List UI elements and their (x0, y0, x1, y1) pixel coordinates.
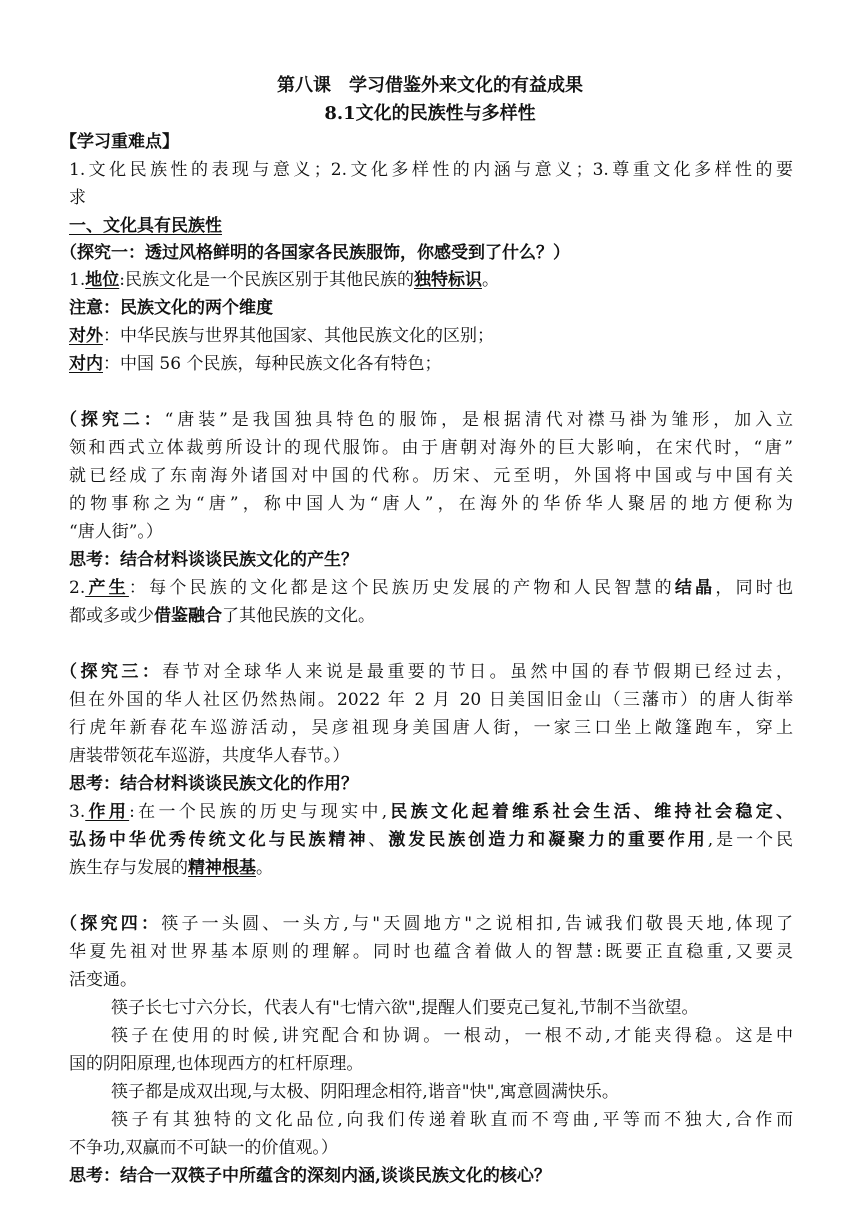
point1-position (69, 268, 793, 292)
section1-heading: 一、文化具有民族性 (69, 216, 222, 236)
inner-dimension (69, 352, 793, 376)
point3-line-3: 族生存与发展的精神根基。 (69, 858, 273, 878)
explore1-question: （探究一：透过风格鲜明的各国家各民族服饰，你感受到了什么？） (60, 243, 570, 263)
inner-text: ：中国 56 个民族，每种民族文化各有特色； (103, 354, 442, 374)
explore2-line-3: 就已经成了东南海外诸国对中国的代称。历宋、元至明，外国将中国或与中国有关 (69, 466, 793, 486)
lesson-title: 第八课 学习借鉴外来文化的有益成果 (277, 75, 583, 96)
explore4-para-2: 筷子长七寸六分长，代表人有"七情六欲",提醒人们要克己复礼,节制不当欲望。 (111, 998, 699, 1018)
point2-label: 产生 (85, 578, 129, 598)
explore4-para-3-line-1: 筷子在使用的时候,讲究配合和协调。一根动，一根不动,才能夹得稳。这是中 (111, 1026, 793, 1046)
explore2-line-4: 的物事称之为“唐”，称中国人为“唐人”，在海外的华侨华人聚居的地方便称为 (69, 494, 793, 514)
explore3-line-1: （探究三：春节对全球华人来说是最重要的节日。虽然中国的春节假期已经过去， (60, 662, 794, 682)
point3-label: 作用 (85, 802, 130, 822)
explore4-para-3-line-2: 国的阴阳原理,也体现西方的杠杆原理。 (69, 1054, 364, 1074)
inner-label: 对内 (69, 354, 103, 374)
think2-question: 思考：结合材料谈谈民族文化的作用？ (69, 774, 358, 794)
think1-question: 思考：结合材料谈谈民族文化的产生？ (69, 550, 358, 570)
explore3-line-4: 唐装带领花车巡游，共度华人春节。） (69, 746, 350, 766)
explore4-line-2: 华夏先祖对世界基本原则的理解。同时也蕴含着做人的智慧:既要正直稳重,又要灵 (69, 942, 793, 962)
explore4-label: （探究四： (60, 914, 162, 934)
point1-text: :民族文化是一个民族区别于其他民族的 (119, 270, 414, 290)
point3-line-2: 弘扬中华优秀传统文化与民族精神、激发民族创造力和凝聚力的重要作用,是一个民 (69, 830, 794, 850)
think3-question: 思考：结合一双筷子中所蕴含的深刻内涵,谈谈民族文化的核心？ (69, 1166, 551, 1186)
point1-label: 地位 (85, 270, 120, 290)
explore2-label: （探究二： (60, 410, 165, 430)
explore3-line-3: 行虎年新春花车巡游活动，吴彦祖现身美国唐人街，一家三口坐上敞篷跑车，穿上 (69, 718, 793, 738)
outer-text: ：中华民族与世界其他国家、其他民族文化的区别； (103, 326, 494, 346)
point1-end: 。 (481, 270, 499, 290)
outer-dimension (69, 324, 793, 348)
explore4-line-3: 活变通。 (69, 970, 137, 990)
explore3-line-2: 但在外国的华人社区仍然热闹。2022 年 2 月 20 日美国旧金山（三藩市）的唐人街举 (69, 690, 793, 710)
explore2-line-2: 领和西式立体裁剪所设计的现代服饰。由于唐朝对海外的巨大影响，在宋代时，“唐” (69, 438, 793, 458)
outer-label: 对外 (69, 326, 103, 346)
key-points-line-2: 求 (69, 188, 86, 208)
point1-key: 独特标识 (413, 270, 482, 290)
explore4-para-5-line-2: 不争功,双赢而不可缺一的价值观。） (69, 1138, 338, 1158)
explore4-para-4: 筷子都是成双出现,与太极、阴阳理念相符,谐音"快",寓意圆满快乐。 (111, 1082, 619, 1102)
point2-line-1: 2.产生：每个民族的文化都是这个民族历史发展的产物和人民智慧的结晶，同时也 (69, 578, 794, 598)
key-points-line-1: 1.文化民族性的表现与意义；2.文化多样性的内涵与意义；3.尊重文化多样性的要 (69, 160, 793, 180)
point2-line-2: 都或多或少借鉴融合了其他民族的文化。 (69, 606, 375, 626)
explore2-line-5: “唐人街”。） (69, 522, 163, 542)
note-heading: 注意：民族文化的两个维度 (69, 298, 273, 318)
section-subtitle: 8.1文化的民族性与多样性 (324, 103, 536, 124)
point3-line-1: 3.作用:在一个民族的历史与现实中,民族文化起着维系社会生活、维持社会稳定、 (69, 802, 793, 822)
key-points-heading: 【学习重难点】 (60, 132, 179, 152)
explore3-label: （探究三： (60, 662, 163, 682)
explore4-line-1: （探究四：筷子一头圆、一头方,与"天圆地方"之说相扣,告诫我们敬畏天地,体现了 (60, 914, 793, 934)
explore2-line-1: （探究二：“唐装”是我国独具特色的服饰，是根据清代对襟马褂为雏形，加入立 (60, 410, 794, 430)
explore4-para-5-line-1: 筷子有其独特的文化品位,向我们传递着耿直而不弯曲,平等而不独大,合作而 (111, 1110, 793, 1130)
point1-num: 1. (69, 270, 86, 290)
